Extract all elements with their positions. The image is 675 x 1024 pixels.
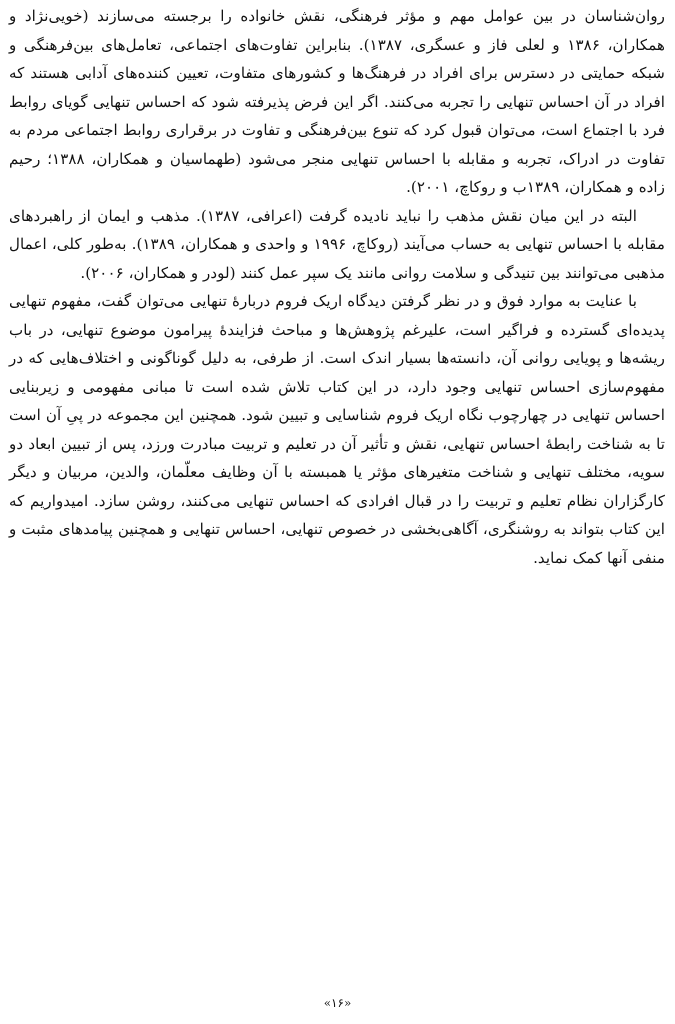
page-number: «۱۶» (323, 996, 352, 1010)
paragraph-family-role: روان‌شناسان در بین عوامل مهم و مؤثر فرهنگی، نقش خانواده را برجسته می‌سازند (خویی‌نژاد و همکاران، ۱۳۸۶ و لعلی فاز و عسگری، ۱۳۸۷). بنابراین تفاوت‌های اجتماعی، تعامل‌های بین‌فرهنگی و شبکه حمایتی در دسترس برای افراد در فرهنگ‌ها و کشورهای متفاوت، تعیین کننده‌های آدابی هستند که افراد در آن احساس تنهایی را تجربه می‌کنند. اگر این فرض پذیرفته شود که احساس تنهایی گویای روابط فرد با اجتماع است، می‌توان قبول کرد که تنوع بین‌فرهنگی و تفاوت در برقراری روابط اجتماعی مردم به تفاوت در ادراک، تجربه و مقابله با احساس تنهایی منجر می‌شود (طهماسیان و همکاران، ۱۳۸۸؛ رحیم زاده و همکاران، ۱۳۸۹ب و روکاچ، ۲۰۰۱). (9, 7, 665, 196)
paragraph-book-purpose: با عنایت به موارد فوق و در نظر گرفتن دیدگاه اریک فروم دربارهٔ تنهایی می‌توان گفت، مفهوم تنهایی پدیده‌ای گسترده و فراگیر است، علیرغم پژوهش‌ها و مباحث فزایندهٔ پیرامون موضوع تنهایی، در باب ریشه‌ها و پویایی روانی آن، دانسته‌ها بسیار اندک است. از طرفی، به دلیل گوناگونی و اختلاف‌هایی که در مفهوم‌سازی احساس تنهایی وجود دارد، در این کتاب تلاش شده است تا مبانی مفهومی و زیربنایی احساس تنهایی در چهارچوب نگاه اریک فروم شناسایی و تبیین شود. همچنین این مجموعه در پیِ آن است تا به شناخت رابطهٔ احساس تنهایی، نقش و تأثیر آن در تعلیم و تربیت مبادرت ورزد، پس از تبیین ابعاد دو سویه، مختلف تنهایی و شناخت متغیرهای مؤثر یا همبسته با آن وظایف معلّمان، والدین، مربیان و دیگر کارگزاران نظام تعلیم و تربیت را در قبال افرادی که احساس تنهایی می‌کنند، روشن سازد. امیدواریم که این کتاب بتواند به روشنگری، آگاهی‌بخشی در خصوص تنهایی، احساس تنهایی و همچنین پیامدهای مثبت و منفی آنها کمک نماید. (9, 292, 665, 567)
paragraph-religion-role: البته در این میان نقش مذهب را نباید نادیده گرفت (اعرافی، ۱۳۸۷). مذهب و ایمان از راهبردهای مقابله با احساس تنهایی به حساب می‌آیند (روکاچ، ۱۹۹۶ و واحدی و همکاران، ۱۳۸۹). به‌طور کلی، اعمال مذهبی می‌توانند بین تنیدگی و سلامت روانی مانند یک سپر عمل کنند (لودر و همکاران، ۲۰۰۶). (9, 206, 665, 282)
page-body (9, 2, 665, 572)
